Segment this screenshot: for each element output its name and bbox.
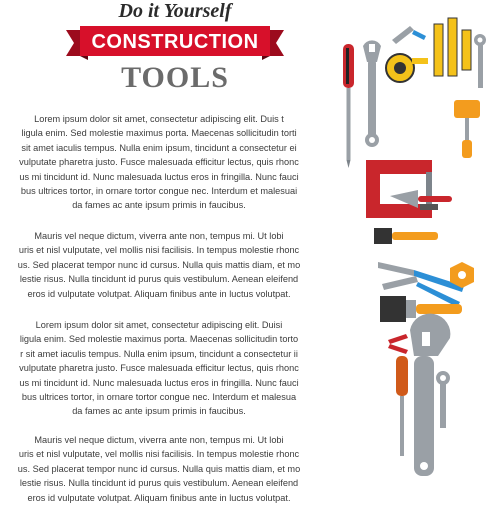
tape-measure-icon [386,54,428,82]
text-line: bus ultrices tortor, in ornare tortor congue nec. Interdum et malesuai [20,186,298,197]
text-line: sit amet iaculis tempus. Nulla enim ipsum, tincidunt a consectetur ei [21,142,297,153]
text-line: us mi tincidunt id. Nunc malesuada luctus eros in fringilla. Nunc fauci [19,377,299,388]
folding-ruler-icon [434,18,471,76]
text-line: da fames ac ante ipsum primis in faucibus. [72,200,246,211]
text-line: uris et nisl vulputate, vel mollis nisi facilisis. In tempus molestie rhonc [18,245,300,256]
text-line: vulputate pharetra justo. Fusce malesuada efficitur lectus, quis rhonc [19,363,299,374]
text-line: r sit amet iaculis tempus. Nulla enim ipsum, tincidunt a consectetur ii [20,348,298,359]
text-line: bus ultrices tortor, in ornare tortor congue nec. Interdum et malesua [21,392,297,403]
small-pliers-icon [392,26,426,44]
banner-text: CONSTRUCTION [91,31,259,53]
page-title: TOOLS [121,61,229,94]
paragraph-3 [0,318,318,419]
text-line: lestie risus. Nulla tincidunt id purus quis vestibulum. Aenean eleifend [19,274,299,285]
text-line: us. Sed placerat tempor nunc id cursus. Nulla quis mattis diam, et mo [17,259,301,270]
wrench-icon [363,40,381,147]
cutter-icon [388,334,408,354]
tools-illustration [330,0,503,500]
paragraph-2 [0,229,318,301]
heading-block [60,0,290,100]
kicker-text: Do it Yourself [118,0,232,22]
text-line: da fames ac ante ipsum primis in faucibus. [72,406,246,417]
text-line: Lorem ipsum dolor sit amet, consectetur adipiscing elit. Duis t [34,114,284,124]
screwdriver-icon [343,44,354,168]
small-screwdriver-icon [396,356,408,456]
text-line: ligula enim. Sed molestie maximus porta. Maecenas sollicitudin torto [19,334,299,345]
text-line: uris et nisl vulputate, vel mollis nisi facilisis. In tempus molestie rhonc [18,449,300,460]
paragraph-1 [0,112,318,213]
text-line: eros id vulputate volutpat. Aliquam finibus ante in luctus volutpat. [27,492,291,503]
text-line: vulputate pharetra justo. Fusce malesuada efficitur lectus, quis rhonc [19,157,299,168]
spanner-icon [474,34,486,88]
text-line: Mauris vel neque dictum, viverra ante non, tempus mi. Ut lobi [34,435,284,445]
paint-roller-icon [454,100,480,158]
text-line: eros id vulputate volutpat. Aliquam finibus ante in luctus volutpat. [27,288,291,299]
text-line: lestie risus. Nulla tincidunt id purus quis vestibulum. Aenean eleifend [19,478,299,489]
text-line: us. Sed placerat tempor nunc id cursus. Nulla quis mattis diam, et mo [17,463,301,474]
c-clamp-icon [366,160,438,218]
box-wrench-icon [436,371,450,428]
construction-banner [66,22,284,62]
hammer-icon [374,228,438,244]
paragraph-4 [0,433,318,505]
text-line: Lorem ipsum dolor sit amet, consectetur adipiscing elit. Duisi [35,320,283,330]
text-line: us mi tincidunt id. Nunc malesuada luctus eros in fringilla. Nunc fauci [19,171,299,182]
text-line: ligula enim. Sed molestie maximus porta. Maecenas sollicitudin torti [21,128,297,139]
text-line: Mauris vel neque dictum, viverra ante non, tempus mi. Ut lobi [34,231,284,241]
